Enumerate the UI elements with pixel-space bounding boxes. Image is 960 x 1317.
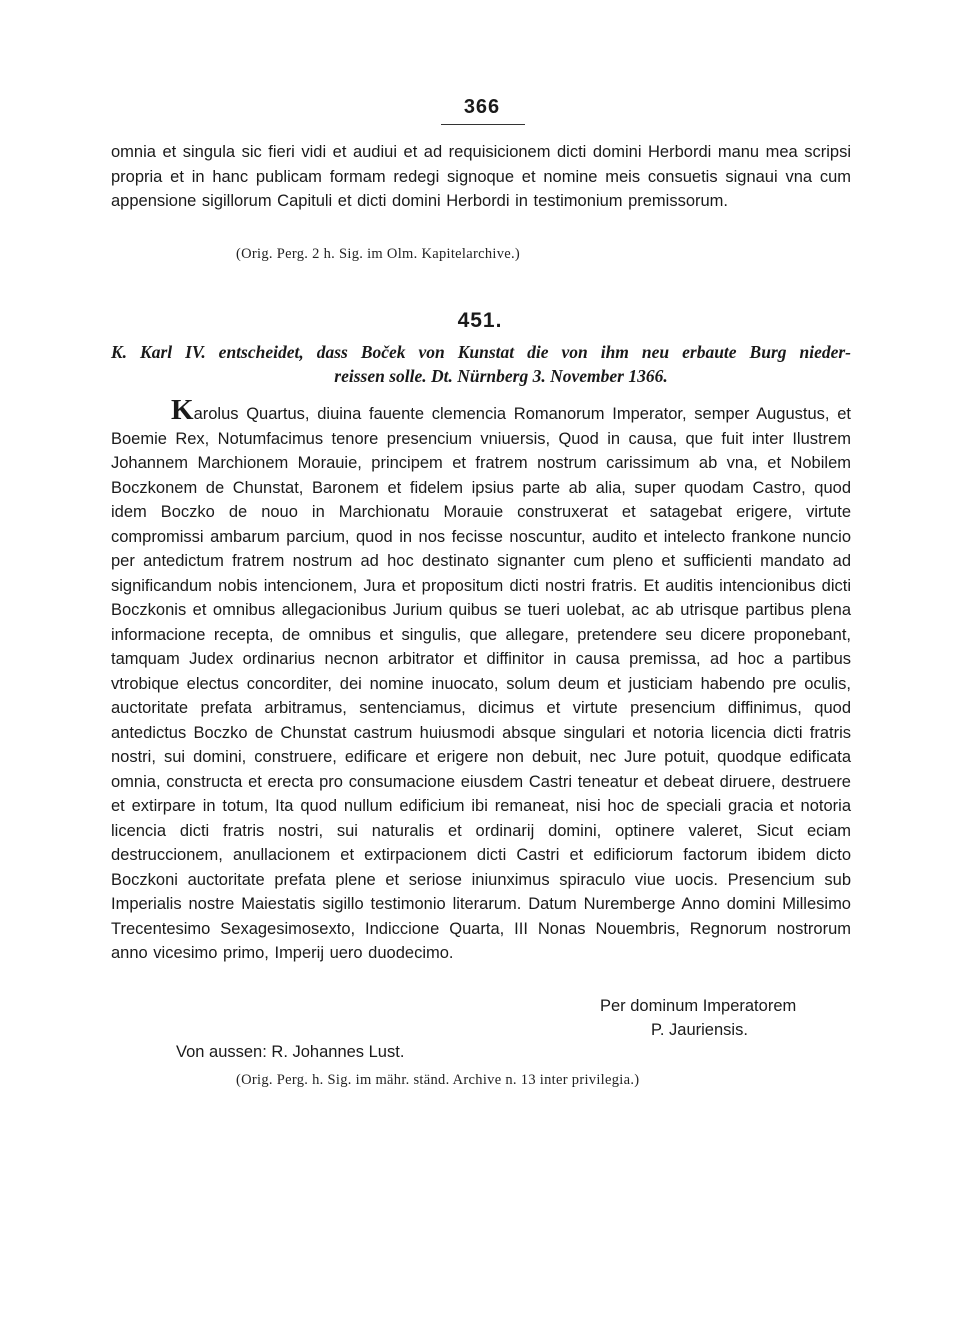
regest-line-1: K. Karl IV. entscheidet, dass Boček von Kunstat die von ihm neu erbaute Burg nieder- bbox=[111, 342, 851, 362]
regest-line-2: reissen solle. Dt. Nürnberg 3. November 1366. bbox=[334, 366, 668, 386]
intro-paragraph: omnia et singula sic fieri vidi et audiui et ad requisicionem dicti domini Herbordi manu mea scripsi propria et in hanc publicam formam redegi signoque et nomine meis consuetis signaui vna cum appensione sigillorum Capituli et dicti domini Herbordi in testimonium premissorum. bbox=[111, 143, 851, 210]
intro-source-note: (Orig. Perg. 2 h. Sig. im Olm. Kapitelarchive.) bbox=[236, 246, 521, 262]
drop-initial: K bbox=[171, 394, 194, 426]
charter-body-text: arolus Quartus, diuina fauente clemencia Romanorum Imperator, semper Augustus, et Boemie Rex, Notumfacimus tenore presencium vniuersis, Quod in causa, que fuit inter Ilustrem Johannem Marchionem Morauie, principem et fratrem nostrum carissimum ab vna, et Nobilem Boczkonem de Chunstat, Baronem et fidelem ipsius parte ab alia, super quodam Castro, quod idem Boczko de nouo in Marchionatu Morauie construxerat et satagebat erigere, virtute compromissi ambarum parcium, quod in nos fecisse noscuntur, audito et intelecto frankone nuncio per antedictum fratrem nostrum ad hoc destinato signanter cum pleno et sufficienti mandato ad significandum nobis intencionem, Jura et propositum dicti nostri fratris. Et auditis intencionibus dicti Boczkonis et omnibus allegacionibus Jurium quibus se tueri uolebat, ac ab utrisque partibus plena informacione recepta, de omnibus et singulis, que allegare, pretendere seu dicere proponebant, tamquam Judex ordinarius necnon arbitrator et diffinitor in causa premissa, ad hoc a partibus vtrobique electus concorditer, dei nomine inuocato, solum deum et justiciam habendo pre oculis, auctoritate prefata arbitramus, sentenciamus, dicimus et virtute presencium diffinimus, quod antedictus Boczko de Chunstat castrum huiusmodi absque singulari et notoria licencia dicti fratris nostri, sui domini, construere, edificare et erigere non debuit, nec Jure potuit, quodque edificata omnia, constructa et erecta pro consumacione eiusdem Castri teneatur et debeat diruere, destruere et extirpare in totum, Ita quod nullum edificium ibi remaneat, nisi hoc de speciali gracia et notoria licencia dicti fratris nostri, sui naturalis et ordinarij domini, optinere valeret, Sicut eciam destruccionem, anullacionem et extirpacionem dicti Castri et edificiorum factorum ibidem dicto Boczkoni auctoritate prefata plene et seriose iniunximus spiraculo viue uocis. Presencium sub Imperialis nostre Maiestatis sigillo testimonio literarum. Datum Nuremberge Anno domini Millesimo Trecentesimo Sexagesimosexto, Indiccione Quarta, III Nonas Nouembris, Regnorum nostrorum anno vicesimo primo, Imperij uero duodecimo. bbox=[111, 405, 851, 962]
document-source-note: (Orig. Perg. h. Sig. im mähr. ständ. Archive n. 13 inter privilegia.) bbox=[236, 1072, 640, 1088]
charter-body bbox=[111, 394, 851, 966]
document-number: 451. bbox=[457, 309, 503, 332]
document-regest bbox=[111, 340, 851, 388]
signature-line-2: P. Jauriensis. bbox=[651, 1021, 748, 1039]
page-number: 366 bbox=[463, 96, 501, 118]
endorsement: Von aussen: R. Johannes Lust. bbox=[176, 1043, 405, 1061]
page-number-rule bbox=[441, 124, 525, 125]
signature-line-1: Per dominum Imperatorem bbox=[600, 997, 797, 1015]
page-number-container bbox=[440, 96, 524, 119]
